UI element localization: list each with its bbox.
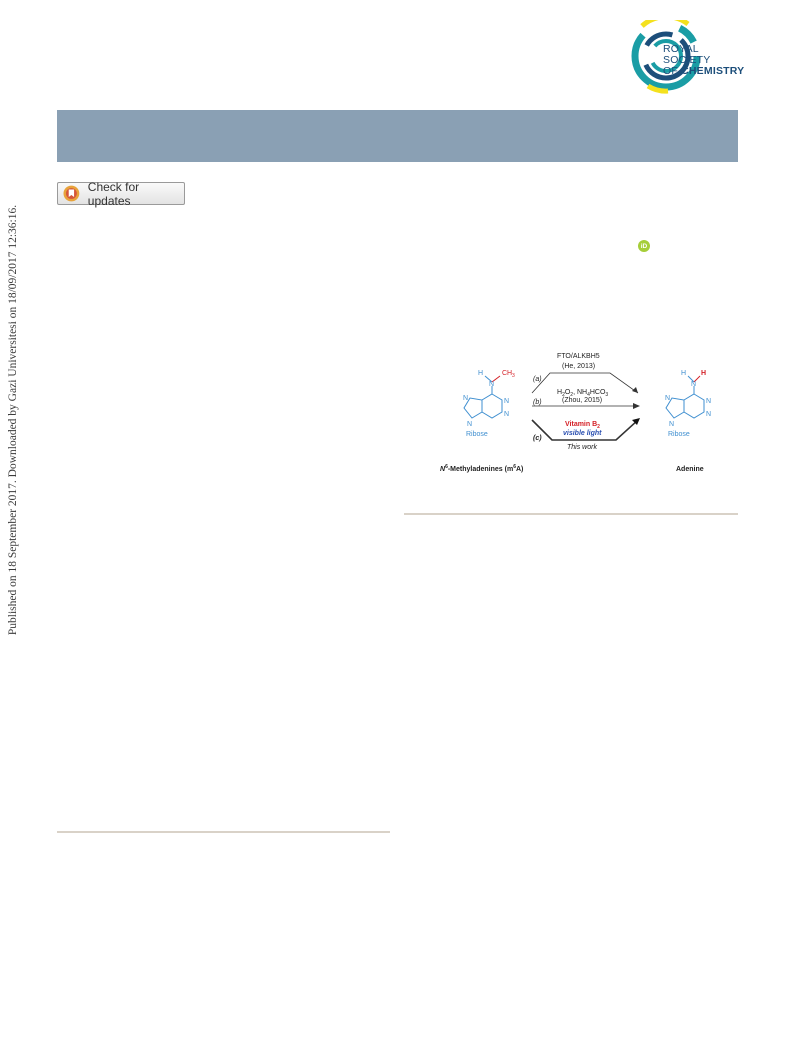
product-ring-n4: N bbox=[669, 421, 675, 428]
path-c-mid: visible light bbox=[563, 430, 602, 437]
path-b-label: (b) bbox=[533, 399, 542, 406]
reactant-n: N bbox=[489, 381, 495, 388]
path-b-top: $H_2O_2$, $NH_4HCO_3$ bbox=[557, 389, 609, 398]
reactant-ring-n2: N bbox=[504, 411, 510, 418]
logo-line-2-bold: CHEMISTRY bbox=[681, 65, 745, 77]
section-divider-right bbox=[404, 513, 738, 515]
reaction-scheme-graphic bbox=[440, 348, 730, 483]
reactant-name: $N^6$-Methyladenines $(m^6A)$ bbox=[440, 464, 524, 473]
reactant-ch-sub: 3 bbox=[512, 373, 515, 379]
logo-line-2 bbox=[663, 66, 745, 77]
path-b-bottom: (Zhou, 2015) bbox=[562, 397, 603, 404]
check-for-updates-button[interactable] bbox=[57, 179, 185, 208]
publication-notice bbox=[0, 0, 26, 660]
crossmark-icon bbox=[63, 185, 80, 202]
path-a-bottom: (He, 2013) bbox=[562, 363, 596, 370]
product-n: N bbox=[691, 381, 697, 388]
reaction-scheme bbox=[440, 348, 730, 483]
reactant-h: H bbox=[478, 370, 484, 377]
arrowhead-b-icon bbox=[633, 403, 640, 409]
reactant-ring-n3: N bbox=[463, 395, 469, 402]
path-c-top: Vitamin $B_2$ bbox=[565, 421, 600, 430]
header-band bbox=[57, 110, 738, 162]
product-labels bbox=[665, 370, 711, 473]
product-structure bbox=[666, 376, 704, 418]
rsc-logo-text bbox=[663, 44, 745, 77]
reactant-ribose: Ribose bbox=[466, 431, 488, 438]
path-c-label: (c) bbox=[533, 435, 542, 442]
reactant-structure bbox=[464, 376, 502, 418]
pyrimidine-ring bbox=[482, 394, 502, 418]
product-name: Adenine bbox=[676, 466, 704, 473]
reaction-labels bbox=[533, 353, 608, 451]
path-a-top: FTO/ALKBH5 bbox=[557, 353, 600, 360]
pyrimidine-ring bbox=[684, 394, 704, 418]
reactant-ring-n1: N bbox=[504, 398, 510, 405]
path-c-bottom: This work bbox=[567, 444, 597, 451]
orcid-label: iD bbox=[640, 242, 648, 250]
logo-line-1: ROYAL SOCIETY bbox=[663, 43, 711, 66]
reactant-ring-n4: N bbox=[467, 421, 473, 428]
product-ring-n1: N bbox=[706, 398, 712, 405]
check-for-updates-label: Check for updates bbox=[87, 179, 140, 208]
arrowhead-a-icon bbox=[632, 387, 638, 393]
publication-notice-text: Published on 18 September 2017. Downloaded by Gazi Universitesi on 18/09/2017 12:36:16. bbox=[7, 204, 19, 636]
reactant-ch: CH bbox=[502, 370, 513, 377]
product-h1: H bbox=[681, 370, 687, 377]
product-ring-n2: N bbox=[706, 411, 712, 418]
reactant-labels bbox=[440, 370, 523, 473]
path-a-label: (a) bbox=[533, 376, 542, 383]
section-divider-left bbox=[57, 831, 390, 833]
orcid-icon[interactable] bbox=[638, 240, 650, 252]
product-ring-n3: N bbox=[665, 395, 671, 402]
product-h2: H bbox=[701, 370, 707, 377]
logo-line-2-prefix: OF bbox=[663, 65, 678, 77]
rsc-logo bbox=[630, 20, 745, 94]
product-ribose: Ribose bbox=[668, 431, 690, 438]
